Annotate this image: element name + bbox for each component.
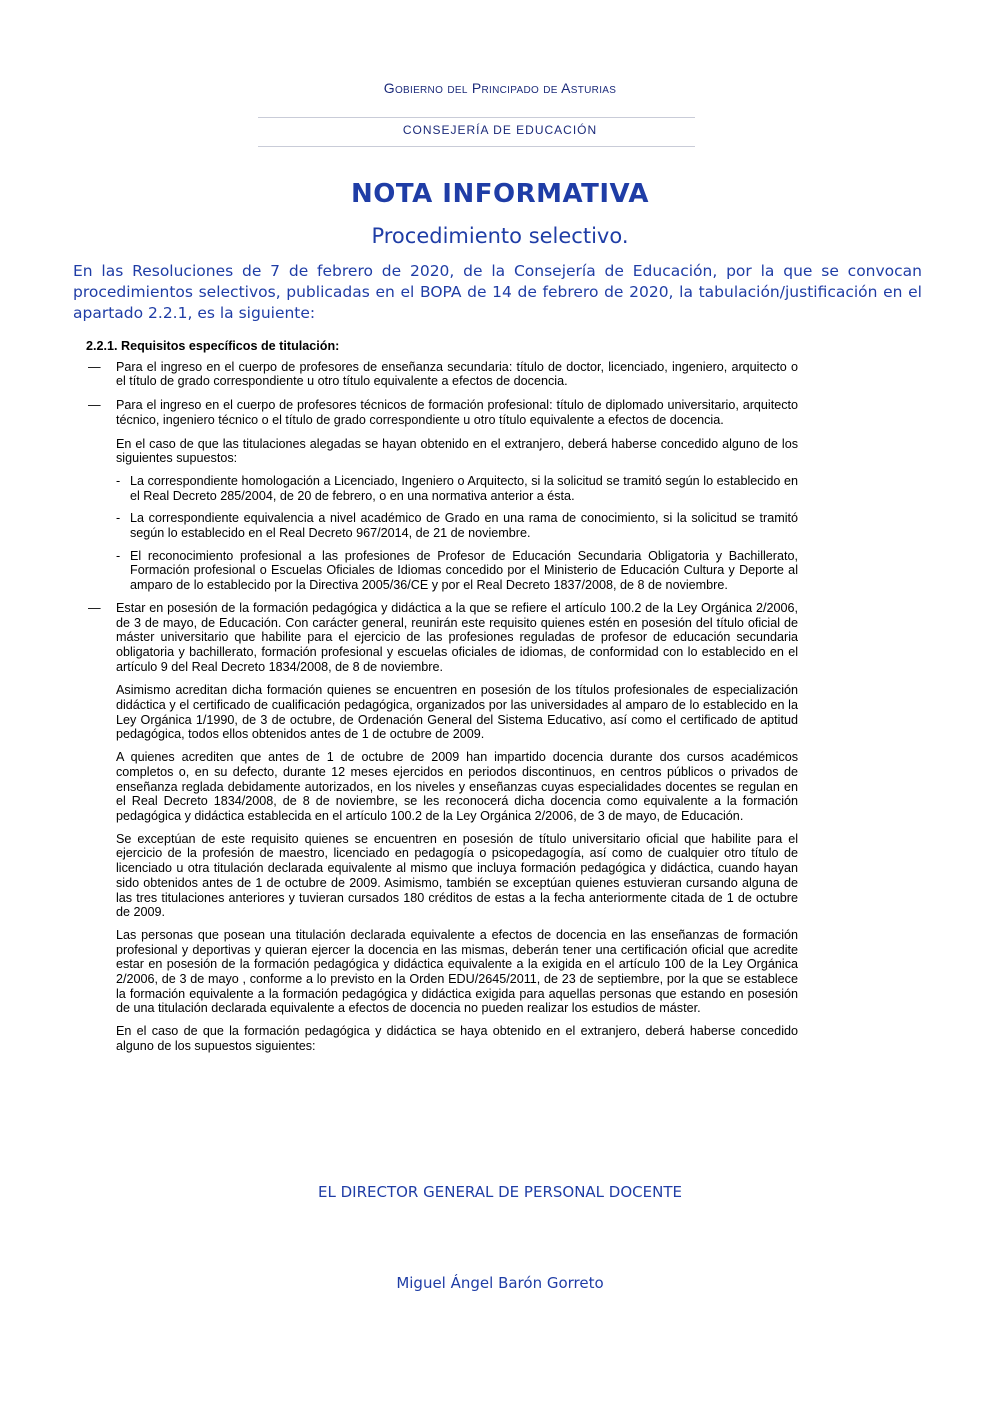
sub-item-text: La correspondiente homologación a Licenciado, Ingeniero o Arquitecto, si la solicitud se tramitó según lo establecido en el Real Decreto 285/2004, de 20 de febrero, o en una normativa anterior a ésta.	[130, 473, 798, 503]
sub-bullet: -	[116, 511, 121, 526]
excerpt-paragraph: Las personas que posean una titulación declarada equivalente a efectos de docencia en las enseñanzas de formación profesional y deportivas y quieran ejercer la docencia en las mismas, deberán tener una certificación oficial que acredite estar en posesión de la formación pedagógica y didáctica equivalente a la exigida en el artículo 100 de la Ley Orgánica 2/2006, de 3 de mayo , conforme a lo previsto en la Orden EDU/2645/2011, de 23 de septiembre, por la que se establece la formación equivalente a la formación pedagógica y didáctica exigida para aquellas personas que estando en posesión de una titulación declarada equivalente a efectos de docencia no pueden realizar los estudios de máster.	[116, 927, 798, 1016]
header-top-rule	[258, 117, 695, 118]
sub-item	[86, 511, 798, 540]
document-title: NOTA INFORMATIVA	[351, 179, 649, 209]
government-header: Gobierno del Principado de Asturias	[383, 80, 617, 96]
excerpt-paragraph: Asimismo acreditan dicha formación quienes se encuentren en posesión de los títulos profesionales de especialización didáctica y el certificado de cualificación pedagógica, organizados por las universidades al amparo de lo establecido en la Ley Orgánica 1/1990, de 3 de octubre, de Ordenación General del Sistema Educativo, así como el certificado de aptitud pedagógica, todos ellos obtenidos antes de 1 de octubre de 2009.	[116, 683, 798, 742]
sub-bullet: -	[116, 473, 121, 488]
requirement-item	[86, 360, 798, 389]
excerpt-paragraph: A quienes acrediten que antes de 1 de octubre de 2009 han impartido docencia durante dos cursos académicos completos o, en su defecto, durante 12 meses ejercidos en periodos discontinuos, en centros públicos o privados de enseñanza reglada debidamente autorizados, en los niveles y enseñanzas cuyas especialidades docentes se regulan en el Real Decreto 1834/2008, de 8 de noviembre, se les reconocerá dicha docencia como equivalente a la formación pedagógica y didáctica establecida en el artículo 100.2 de la Ley Orgánica 2/2006, de 3 de mayo, de Educación.	[116, 750, 798, 823]
regulation-excerpt	[86, 339, 798, 1062]
excerpt-paragraph: En el caso de que la formación pedagógica y didáctica se haya obtenido en el extranjero, deberá haberse concedido alguno de los supuestos siguientes:	[116, 1024, 798, 1053]
requirement-text: Para el ingreso en el cuerpo de profesores de enseñanza secundaria: título de doctor, licenciado, ingeniero, arquitecto o el título de grado correspondiente u otro título equivalente a efectos de docencia.	[116, 359, 798, 389]
requirement-item	[86, 601, 798, 675]
header-bottom-rule	[258, 146, 695, 147]
foreign-titles-intro: En el caso de que las titulaciones alegadas se hayan obtenido en el extranjero, deberá haberse concedido alguno de los siguientes supuestos:	[116, 436, 798, 466]
signer-name: Miguel Ángel Barón Gorreto	[396, 1274, 604, 1292]
sub-item-text: La correspondiente equivalencia a nivel académico de Grado en una rama de conocimiento, si la solicitud se tramitó según lo establecido en el Real Decreto 967/2014, de 21 de noviembre.	[130, 511, 798, 541]
sub-item	[86, 549, 798, 593]
requirement-text: Estar en posesión de la formación pedagógica y didáctica a la que se refiere el artículo 100.2 de la Ley Orgánica 2/2006, de 3 de mayo, de Educación. Con carácter general, reunirán este requisito quienes estén en posesión del título oficial de máster universitario que habilite para el ejercicio de las profesiones reguladas de profesor de educación secundaria obligatoria y bachillerato, formación profesional y escuelas oficiales de idiomas, de conformidad con lo establecido en el artículo 9 del Real Decreto 1834/2008, de 8 de noviembre.	[116, 600, 798, 674]
requirement-text: Para el ingreso en el cuerpo de profesores técnicos de formación profesional: título de diplomado universitario, arquitecto técnico, ingeniero técnico o el título de grado correspondiente u otro título equivalente a efectos de docencia.	[116, 398, 798, 427]
dash-bullet: —	[88, 398, 101, 413]
dash-bullet: —	[88, 600, 101, 615]
signer-role: EL DIRECTOR GENERAL DE PERSONAL DOCENTE	[318, 1183, 682, 1201]
department-header: CONSEJERÍA DE EDUCACIÓN	[402, 123, 598, 137]
document-subtitle: Procedimiento selectivo.	[371, 224, 629, 248]
excerpt-paragraph: Se exceptúan de este requisito quienes se encuentren en posesión de título universitario oficial que habilite para el ejercicio de la profesión de maestro, licenciado en pedagogía o psicopedagogía, así como de cualquier otro título de licenciado u otra titulación declarada equivalente al mismo que incluya formación pedagógica y didáctica, cuando hayan sido obtenidos antes de 1 de octubre de 2009. Asimismo, también se exceptúan quienes estuvieran cursando alguna de las tres titulaciones anteriores y tuvieran cursados 180 créditos de estas a la fecha anteriormente citada de 1 de octubre de 2009.	[116, 831, 798, 920]
requirement-item	[86, 398, 798, 427]
dash-bullet: —	[88, 359, 101, 374]
sub-bullet: -	[116, 548, 121, 563]
sub-item	[86, 474, 798, 503]
intro-paragraph: En las Resoluciones de 7 de febrero de 2020, de la Consejería de Educación, por la que se convocan procedimientos selectivos, publicadas en el BOPA de 14 de febrero de 2020, la tabulación/justificación en el apartado 2.2.1, es la siguiente:	[73, 262, 922, 322]
excerpt-heading: 2.2.1. Requisitos específicos de titulación:	[86, 339, 340, 353]
sub-item-text: El reconocimiento profesional a las profesiones de Profesor de Educación Secundaria Obligatoria y Bachillerato, Formación profesional o Escuelas Oficiales de Idiomas concedido por el Ministerio de Educación Cultura y Deporte al amparo de lo establecido por la Directiva 2005/36/CE y por el Real Decreto 1837/2008, de 8 de noviembre.	[130, 548, 798, 593]
